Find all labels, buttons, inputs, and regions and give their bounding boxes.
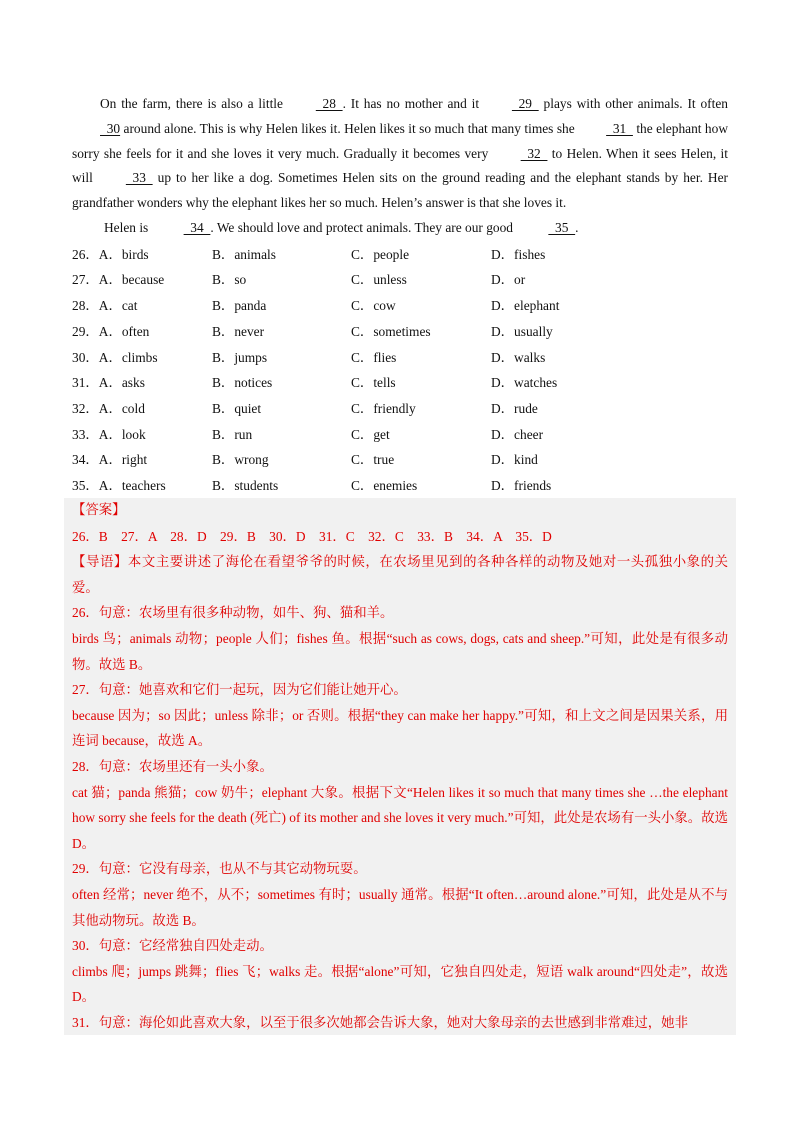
- passage-text: the elephant how sorry she feels for it and she loves it very much. Gradually it becomes very: [72, 120, 728, 161]
- passage-text: . We should love and protect animals. They are our good: [210, 219, 517, 235]
- option-row-27: [72, 267, 728, 293]
- option-30-c: C．flies: [351, 349, 397, 365]
- answer-blank: 33: [125, 170, 153, 186]
- option-32-c: C．friendly: [351, 400, 416, 416]
- passage: [72, 92, 728, 241]
- answer-blank: 32: [520, 145, 548, 161]
- exercise-page: [72, 92, 728, 499]
- option-row-31: [72, 370, 728, 396]
- option-33-d: D．cheer: [491, 426, 544, 442]
- option-26-a: 26．A．birds: [72, 246, 149, 262]
- q29-meaning: 29．句意：它没有母亲，也从不与其它动物玩耍。: [72, 861, 367, 877]
- passage-paragraph-1: [72, 92, 728, 216]
- option-row-33: [72, 422, 728, 448]
- option-row-35: [72, 473, 728, 499]
- answer-blank: 35: [548, 219, 576, 235]
- answer-guide: 【导语】本文主要讲述了海伦在看望爷爷的时候，在农场里见到的各种各样的动物及她对一头孤独小象的关爱。: [72, 554, 728, 595]
- option-28-a: 28．A．cat: [72, 298, 138, 314]
- option-28-b: B．panda: [212, 298, 267, 314]
- option-row-26: [72, 242, 728, 268]
- option-33-a: 33．A．look: [72, 426, 146, 442]
- option-row-29: [72, 319, 728, 345]
- option-31-b: B．notices: [212, 375, 273, 391]
- q30-meaning: 30．句意：它经常独自四处走动。: [72, 938, 273, 954]
- option-33-b: B．run: [212, 426, 253, 442]
- option-35-b: B．students: [212, 477, 279, 493]
- q28-meaning: 28．句意：农场里还有一头小象。: [72, 758, 273, 774]
- option-33-c: C．get: [351, 426, 390, 442]
- q27-meaning: 27．句意：她喜欢和它们一起玩，因为它们能让她开心。: [72, 682, 407, 698]
- options-list: [72, 242, 728, 499]
- option-27-c: C．unless: [351, 272, 407, 288]
- option-28-d: D．elephant: [491, 298, 560, 314]
- option-row-32: [72, 396, 728, 422]
- q28-explanation: cat 猫；panda 熊猫；cow 奶牛；elephant 大象。根据下文“Helen likes it so much that many times she …the elephant how sorry she feels for the death (死亡) of its mother and she loves it very much.”可知，此处是农场有一头小象。故选 D。: [72, 784, 728, 851]
- answer-blank: 31: [606, 120, 633, 136]
- option-26-c: C．people: [351, 246, 410, 262]
- option-29-c: C．sometimes: [351, 323, 431, 339]
- answer-blank: 28: [315, 96, 343, 111]
- option-32-a: 32．A．cold: [72, 400, 145, 416]
- q29-explanation: often 经常；never 绝不，从不；sometimes 有时；usually 通常。根据“It often…around alone.”可知，此处是从不与其他动物玩。故选 B。: [72, 886, 728, 928]
- q27-explanation: because 因为；so 因此；unless 除非；or 否则。根据“they can make her happy.”可知，和上文之间是因果关系，用连词 because，故选 A。: [72, 707, 728, 749]
- option-34-c: C．true: [351, 452, 395, 468]
- option-31-d: D．watches: [491, 375, 558, 391]
- option-26-b: B．animals: [212, 246, 276, 262]
- q26-explanation: birds 鸟；animals 动物；people 人们；fishes 鱼。根据“such as cows, dogs, cats and sheep.”可知，此处是有很多动物。故选 B。: [72, 630, 728, 672]
- option-29-d: D．usually: [491, 323, 553, 339]
- option-27-a: 27．A．because: [72, 272, 165, 288]
- option-34-a: 34．A．right: [72, 452, 148, 468]
- passage-text: On the farm, there is also a little: [100, 96, 288, 111]
- q26-meaning: 26．句意：农场里有很多种动物，如牛、狗、猫和羊。: [72, 605, 394, 621]
- passage-text: to Helen. When it sees Helen, it will: [72, 145, 728, 186]
- option-26-d: D．fishes: [491, 246, 546, 262]
- option-29-a: 29．A．often: [72, 323, 150, 339]
- answer-blank: 34: [183, 219, 211, 235]
- answer-section: [64, 498, 736, 1035]
- answer-blank: 30: [100, 120, 121, 136]
- passage-paragraph-2: [72, 216, 728, 241]
- option-31-c: C．tells: [351, 375, 396, 391]
- option-30-a: 30．A．climbs: [72, 349, 158, 365]
- option-28-c: C．cow: [351, 298, 396, 314]
- passage-text: plays with other animals. It often: [538, 96, 728, 111]
- option-row-28: [72, 293, 728, 319]
- option-27-d: D．or: [491, 272, 526, 288]
- option-32-b: B．quiet: [212, 400, 262, 416]
- answer-keys: 26．B 27．A 28．D 29．B 30．D 31．C 32．C 33．B 34．A 35．D: [72, 528, 552, 544]
- passage-text: .: [575, 219, 579, 235]
- passage-text: up to her like a dog. Sometimes Helen sits on the ground reading and the elephant stands by her. Her grandfather wonders why the elephant likes her so much. Helen’s answer is that she loves it.: [72, 170, 728, 211]
- option-row-30: [72, 345, 728, 371]
- passage-text: Helen is: [104, 219, 152, 235]
- option-35-a: 35．A．teachers: [72, 477, 166, 493]
- option-30-b: B．jumps: [212, 349, 268, 365]
- answer-heading: 【答案】: [72, 503, 126, 518]
- option-34-b: B．wrong: [212, 452, 269, 468]
- answer-blank: 29: [511, 96, 539, 111]
- option-32-d: D．rude: [491, 400, 538, 416]
- q30-explanation: climbs 爬；jumps 跳舞；flies 飞；walks 走。根据“alone”可知，它独自四处走，短语 walk around“四处走”，故选 D。: [72, 963, 728, 1005]
- option-35-c: C．enemies: [351, 477, 418, 493]
- option-27-b: B．so: [212, 272, 247, 288]
- option-34-d: D．kind: [491, 452, 538, 468]
- option-29-b: B．never: [212, 323, 265, 339]
- q31-meaning: 31．句意：海伦如此喜欢大象，以至于很多次她都会告诉大象，她对大象母亲的去世感到非常难过，她非: [72, 1014, 688, 1030]
- passage-text: . It has no mother and it: [342, 96, 484, 111]
- passage-text: around alone. This is why Helen likes it. Helen likes it so much that many times she: [120, 120, 579, 136]
- option-35-d: D．friends: [491, 477, 552, 493]
- option-30-d: D．walks: [491, 349, 546, 365]
- option-31-a: 31．A．asks: [72, 375, 145, 391]
- option-row-34: [72, 447, 728, 473]
